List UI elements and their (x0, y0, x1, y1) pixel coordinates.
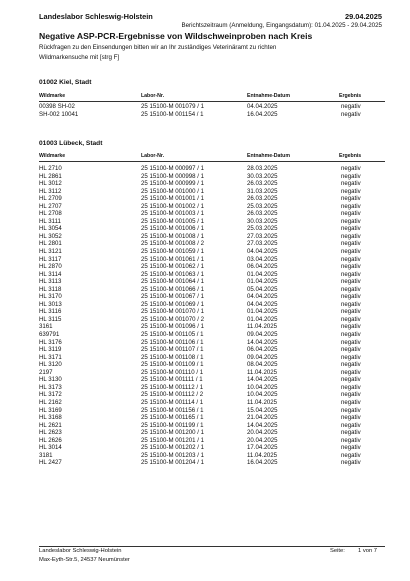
cell-labor-nr: 25 15100-M 001200 / 1 (141, 429, 205, 437)
cell-wildmarke: 2197 (39, 368, 53, 376)
cell-entnahme: 01.04.2025 (247, 270, 278, 278)
cell-entnahme: 04.04.2025 (247, 103, 278, 110)
cell-entnahme: 31.03.2025 (247, 187, 278, 195)
table-row (39, 263, 385, 271)
subtitle-line-2: Wildmarkensuche mit [strg F] (39, 54, 120, 61)
cell-wildmarke: 3181 (39, 451, 53, 459)
col-ergebnis: Ergebnis (339, 153, 362, 159)
cell-labor-nr: 25 15100-M 000998 / 1 (141, 172, 205, 180)
col-wildmarke: Wildmarke (39, 93, 66, 99)
table-row (39, 218, 385, 226)
cell-ergebnis: negativ (341, 240, 361, 248)
cell-wildmarke: HL 2861 (39, 172, 62, 180)
cell-ergebnis: negativ (341, 202, 361, 210)
cell-wildmarke: HL 3120 (39, 361, 62, 369)
cell-entnahme: 16.04.2025 (247, 459, 278, 467)
cell-wildmarke: HL 3171 (39, 353, 62, 361)
cell-wildmarke: HL 3113 (39, 278, 62, 286)
table-row (39, 165, 385, 173)
cell-ergebnis: negativ (341, 210, 361, 218)
table-row (39, 437, 385, 445)
cell-labor-nr: 25 15100-M 001202 / 1 (141, 444, 205, 452)
cell-labor-nr: 25 15100-M 001165 / 1 (141, 414, 204, 422)
section-title-kiel: 01002 Kiel, Stadt (39, 79, 92, 86)
table-row (39, 210, 385, 218)
cell-labor-nr: 25 15100-M 001156 / 1 (141, 406, 204, 414)
cell-ergebnis: negativ (341, 180, 361, 188)
cell-labor-nr: 25 15100-M 001008 / 2 (141, 240, 205, 248)
cell-labor-nr: 25 15100-M 001154 / 1 (141, 110, 204, 118)
cell-entnahme: 27.03.2025 (247, 232, 278, 240)
cell-entnahme: 03.04.2025 (247, 255, 278, 263)
cell-entnahme: 05.04.2025 (247, 285, 278, 293)
cell-labor-nr: 25 15100-M 001112 / 2 (141, 391, 204, 399)
cell-wildmarke: HL 3052 (39, 232, 62, 240)
footer-page-value: 1 von 7 (358, 548, 378, 554)
cell-entnahme: 04.04.2025 (247, 300, 278, 308)
table-row (39, 452, 385, 460)
cell-entnahme: 28.03.2025 (247, 165, 278, 172)
cell-ergebnis: negativ (341, 353, 361, 361)
cell-labor-nr: 25 15100-M 001003 / 1 (141, 210, 205, 218)
cell-labor-nr: 25 15100-M 001201 / 1 (141, 436, 205, 444)
cell-labor-nr: 25 15100-M 001000 / 1 (141, 187, 205, 195)
table-row (39, 103, 385, 111)
cell-ergebnis: negativ (341, 315, 361, 323)
cell-entnahme: 08.04.2025 (247, 361, 278, 369)
cell-labor-nr: 25 15100-M 001002 / 1 (141, 202, 205, 210)
cell-ergebnis: negativ (341, 429, 361, 437)
cell-wildmarke: 639791 (39, 331, 60, 339)
cell-labor-nr: 25 15100-M 001061 / 1 (141, 255, 205, 263)
table-row (39, 391, 385, 399)
cell-wildmarke: HL 3119 (39, 346, 62, 354)
table-row (39, 354, 385, 362)
cell-ergebnis: negativ (341, 217, 361, 225)
cell-entnahme: 26.03.2025 (247, 195, 278, 203)
cell-entnahme: 14.04.2025 (247, 376, 278, 384)
cell-labor-nr: 25 15100-M 000999 / 1 (141, 180, 205, 188)
table-row (39, 323, 385, 331)
col-entnahme: Entnahme-Datum (247, 93, 290, 99)
cell-ergebnis: negativ (341, 232, 361, 240)
cell-labor-nr: 25 15100-M 001106 / 1 (141, 338, 204, 346)
cell-ergebnis: negativ (341, 421, 361, 429)
column-header-luebeck (39, 152, 385, 162)
cell-labor-nr: 25 15100-M 001059 / 1 (141, 248, 205, 256)
cell-labor-nr: 25 15100-M 001079 / 1 (141, 103, 205, 110)
cell-wildmarke: HL 3121 (39, 248, 62, 256)
cell-ergebnis: negativ (341, 331, 361, 339)
cell-labor-nr: 25 15100-M 001108 / 1 (141, 353, 204, 361)
cell-labor-nr: 25 15100-M 001114 / 1 (141, 398, 204, 406)
cell-labor-nr: 25 15100-M 001110 / 1 (141, 368, 204, 376)
cell-ergebnis: negativ (341, 368, 361, 376)
cell-labor-nr: 25 15100-M 001005 / 1 (141, 217, 205, 225)
table-row (39, 399, 385, 407)
cell-labor-nr: 25 15100-M 001107 / 1 (141, 346, 204, 354)
column-header-kiel (39, 92, 385, 102)
cell-ergebnis: negativ (341, 270, 361, 278)
report-period: Berichtszeitraum (Anmeldung, Eingangsdatum): 01.04.2025 - 29.04.2025 (181, 22, 382, 29)
table-row (39, 111, 385, 119)
cell-wildmarke: HL 2427 (39, 459, 62, 467)
table-kiel (39, 103, 385, 118)
subtitle-line-1: Rückfragen zu den Einsendungen bitten wir an Ihr zuständiges Veterinäramt zu richten (39, 44, 277, 51)
cell-labor-nr: 25 15100-M 001069 / 1 (141, 300, 205, 308)
table-row (39, 384, 385, 392)
cell-ergebnis: negativ (341, 398, 361, 406)
cell-entnahme: 11.04.2025 (247, 398, 278, 406)
cell-entnahme: 30.03.2025 (247, 217, 278, 225)
cell-wildmarke: HL 3054 (39, 225, 62, 233)
cell-wildmarke: HL 3013 (39, 300, 62, 308)
cell-wildmarke: 00398 SH-02 (39, 103, 75, 110)
cell-ergebnis: negativ (341, 263, 361, 271)
cell-ergebnis: negativ (341, 391, 361, 399)
cell-wildmarke: 3161 (39, 323, 53, 331)
cell-entnahme: 10.04.2025 (247, 383, 278, 391)
table-row (39, 346, 385, 354)
cell-ergebnis: negativ (341, 383, 361, 391)
cell-wildmarke: HL 3117 (39, 255, 62, 263)
cell-wildmarke: HL 3176 (39, 338, 62, 346)
cell-ergebnis: negativ (341, 406, 361, 414)
cell-entnahme: 01.04.2025 (247, 315, 278, 323)
cell-ergebnis: negativ (341, 165, 361, 172)
cell-ergebnis: negativ (341, 414, 361, 422)
cell-labor-nr: 25 15100-M 001006 / 1 (141, 225, 205, 233)
col-labor-nr: Labor-Nr. (141, 153, 165, 159)
footer-page-label: Seite: (330, 548, 345, 554)
table-row (39, 429, 385, 437)
cell-wildmarke: HL 3014 (39, 444, 62, 452)
cell-wildmarke: HL 2801 (39, 240, 62, 248)
cell-entnahme: 14.04.2025 (247, 421, 278, 429)
table-row (39, 339, 385, 347)
cell-ergebnis: negativ (341, 323, 361, 331)
table-row (39, 173, 385, 181)
cell-wildmarke: HL 3172 (39, 391, 62, 399)
cell-entnahme: 09.04.2025 (247, 331, 278, 339)
cell-wildmarke: HL 2626 (39, 436, 62, 444)
cell-labor-nr: 25 15100-M 001112 / 1 (141, 383, 204, 391)
cell-labor-nr: 25 15100-M 001096 / 1 (141, 323, 205, 331)
cell-entnahme: 01.04.2025 (247, 278, 278, 286)
table-row (39, 422, 385, 430)
cell-ergebnis: negativ (341, 346, 361, 354)
cell-wildmarke: HL 2708 (39, 210, 62, 218)
cell-labor-nr: 25 15100-M 001063 / 1 (141, 270, 205, 278)
cell-entnahme: 17.04.2025 (247, 444, 278, 452)
cell-ergebnis: negativ (341, 248, 361, 256)
cell-entnahme: 26.03.2025 (247, 180, 278, 188)
cell-entnahme: 25.03.2025 (247, 225, 278, 233)
cell-ergebnis: negativ (341, 285, 361, 293)
cell-entnahme: 11.04.2025 (247, 368, 278, 376)
cell-entnahme: 09.04.2025 (247, 353, 278, 361)
table-row (39, 369, 385, 377)
cell-ergebnis: negativ (341, 195, 361, 203)
cell-entnahme: 25.03.2025 (247, 202, 278, 210)
footer-divider (39, 546, 385, 547)
cell-entnahme: 06.04.2025 (247, 346, 278, 354)
report-title: Negative ASP-PCR-Ergebnisse von Wildschweinproben nach Kreis (39, 31, 313, 41)
cell-entnahme: 20.04.2025 (247, 436, 278, 444)
report-subtitle (39, 43, 339, 63)
cell-wildmarke: HL 3118 (39, 285, 62, 293)
table-row (39, 278, 385, 286)
table-row (39, 444, 385, 452)
cell-ergebnis: negativ (341, 293, 361, 301)
cell-labor-nr: 25 15100-M 001105 / 1 (141, 331, 204, 339)
cell-entnahme: 21.04.2025 (247, 414, 278, 422)
cell-labor-nr: 25 15100-M 001203 / 1 (141, 451, 205, 459)
cell-entnahme: 04.04.2025 (247, 248, 278, 256)
cell-entnahme: 26.03.2025 (247, 210, 278, 218)
cell-entnahme: 01.04.2025 (247, 308, 278, 316)
cell-wildmarke: HL 2710 (39, 165, 62, 172)
table-row (39, 180, 385, 188)
section-title-luebeck: 01003 Lübeck, Stadt (39, 140, 103, 147)
cell-ergebnis: negativ (341, 278, 361, 286)
table-row (39, 233, 385, 241)
cell-ergebnis: negativ (341, 451, 361, 459)
cell-wildmarke: HL 2621 (39, 421, 62, 429)
cell-labor-nr: 25 15100-M 000997 / 1 (141, 165, 205, 172)
cell-labor-nr: 25 15100-M 001070 / 2 (141, 315, 205, 323)
cell-wildmarke: HL 3112 (39, 187, 62, 195)
cell-wildmarke: HL 3170 (39, 293, 62, 301)
table-row (39, 301, 385, 309)
cell-labor-nr: 25 15100-M 001001 / 1 (141, 195, 205, 203)
cell-ergebnis: negativ (341, 255, 361, 263)
cell-wildmarke: HL 3111 (39, 217, 61, 225)
cell-entnahme: 20.04.2025 (247, 429, 278, 437)
table-row (39, 188, 385, 196)
col-labor-nr: Labor-Nr. (141, 93, 165, 99)
table-row (39, 376, 385, 384)
col-wildmarke: Wildmarke (39, 153, 66, 159)
cell-labor-nr: 25 15100-M 001111 / 1 (141, 376, 203, 384)
cell-entnahme: 27.03.2025 (247, 240, 278, 248)
cell-ergebnis: negativ (341, 103, 361, 110)
table-row (39, 414, 385, 422)
cell-labor-nr: 25 15100-M 001064 / 1 (141, 278, 205, 286)
table-row (39, 316, 385, 324)
report-date: 29.04.2025 (345, 12, 382, 21)
cell-wildmarke: HL 3169 (39, 406, 62, 414)
cell-labor-nr: 25 15100-M 001109 / 1 (141, 361, 204, 369)
cell-ergebnis: negativ (341, 172, 361, 180)
lab-name: Landeslabor Schleswig-Holstein (39, 12, 153, 21)
cell-ergebnis: negativ (341, 436, 361, 444)
cell-wildmarke: HL 3130 (39, 376, 62, 384)
table-row (39, 459, 385, 467)
table-row (39, 293, 385, 301)
cell-entnahme: 10.04.2025 (247, 391, 278, 399)
cell-wildmarke: HL 2623 (39, 429, 62, 437)
footer-address: Max-Eyth-Str.5, 24537 Neumünster (39, 557, 130, 563)
table-row (39, 308, 385, 316)
cell-entnahme: 16.04.2025 (247, 110, 278, 118)
cell-wildmarke: HL 2707 (39, 202, 62, 210)
table-row (39, 240, 385, 248)
footer-lab: Landeslabor Schleswig-Holstein (39, 548, 122, 554)
cell-labor-nr: 25 15100-M 001008 / 1 (141, 232, 205, 240)
table-row (39, 286, 385, 294)
cell-ergebnis: negativ (341, 338, 361, 346)
table-row (39, 256, 385, 264)
cell-wildmarke: HL 3116 (39, 308, 62, 316)
cell-labor-nr: 25 15100-M 001204 / 1 (141, 459, 205, 467)
cell-ergebnis: negativ (341, 110, 361, 118)
cell-ergebnis: negativ (341, 459, 361, 467)
cell-entnahme: 04.04.2025 (247, 293, 278, 301)
table-row (39, 203, 385, 211)
cell-ergebnis: negativ (341, 361, 361, 369)
cell-wildmarke: HL 3115 (39, 315, 62, 323)
col-entnahme: Entnahme-Datum (247, 153, 290, 159)
cell-wildmarke: HL 3114 (39, 270, 62, 278)
cell-wildmarke: HL 2162 (39, 398, 62, 406)
cell-wildmarke: SH-002 10041 (39, 110, 79, 118)
table-row (39, 271, 385, 279)
col-ergebnis: Ergebnis (339, 93, 362, 99)
cell-ergebnis: negativ (341, 376, 361, 384)
cell-labor-nr: 25 15100-M 001067 / 1 (141, 293, 205, 301)
cell-ergebnis: negativ (341, 300, 361, 308)
cell-wildmarke: HL 3012 (39, 180, 62, 188)
cell-wildmarke: HL 3173 (39, 383, 62, 391)
cell-ergebnis: negativ (341, 444, 361, 452)
cell-wildmarke: HL 3168 (39, 414, 62, 422)
cell-labor-nr: 25 15100-M 001066 / 1 (141, 285, 205, 293)
table-row (39, 225, 385, 233)
cell-ergebnis: negativ (341, 187, 361, 195)
table-luebeck (39, 165, 385, 467)
cell-entnahme: 30.03.2025 (247, 172, 278, 180)
cell-labor-nr: 25 15100-M 001062 / 1 (141, 263, 205, 271)
table-row (39, 331, 385, 339)
cell-entnahme: 06.04.2025 (247, 263, 278, 271)
table-row (39, 195, 385, 203)
cell-entnahme: 15.04.2025 (247, 406, 278, 414)
cell-wildmarke: HL 2870 (39, 263, 62, 271)
cell-entnahme: 11.04.2025 (247, 451, 278, 459)
cell-entnahme: 14.04.2025 (247, 338, 278, 346)
cell-ergebnis: negativ (341, 308, 361, 316)
cell-entnahme: 11.04.2025 (247, 323, 278, 331)
table-row (39, 361, 385, 369)
cell-ergebnis: negativ (341, 225, 361, 233)
cell-labor-nr: 25 15100-M 001199 / 1 (141, 421, 204, 429)
cell-labor-nr: 25 15100-M 001070 / 1 (141, 308, 205, 316)
table-row (39, 248, 385, 256)
table-row (39, 407, 385, 415)
cell-wildmarke: HL 2709 (39, 195, 62, 203)
